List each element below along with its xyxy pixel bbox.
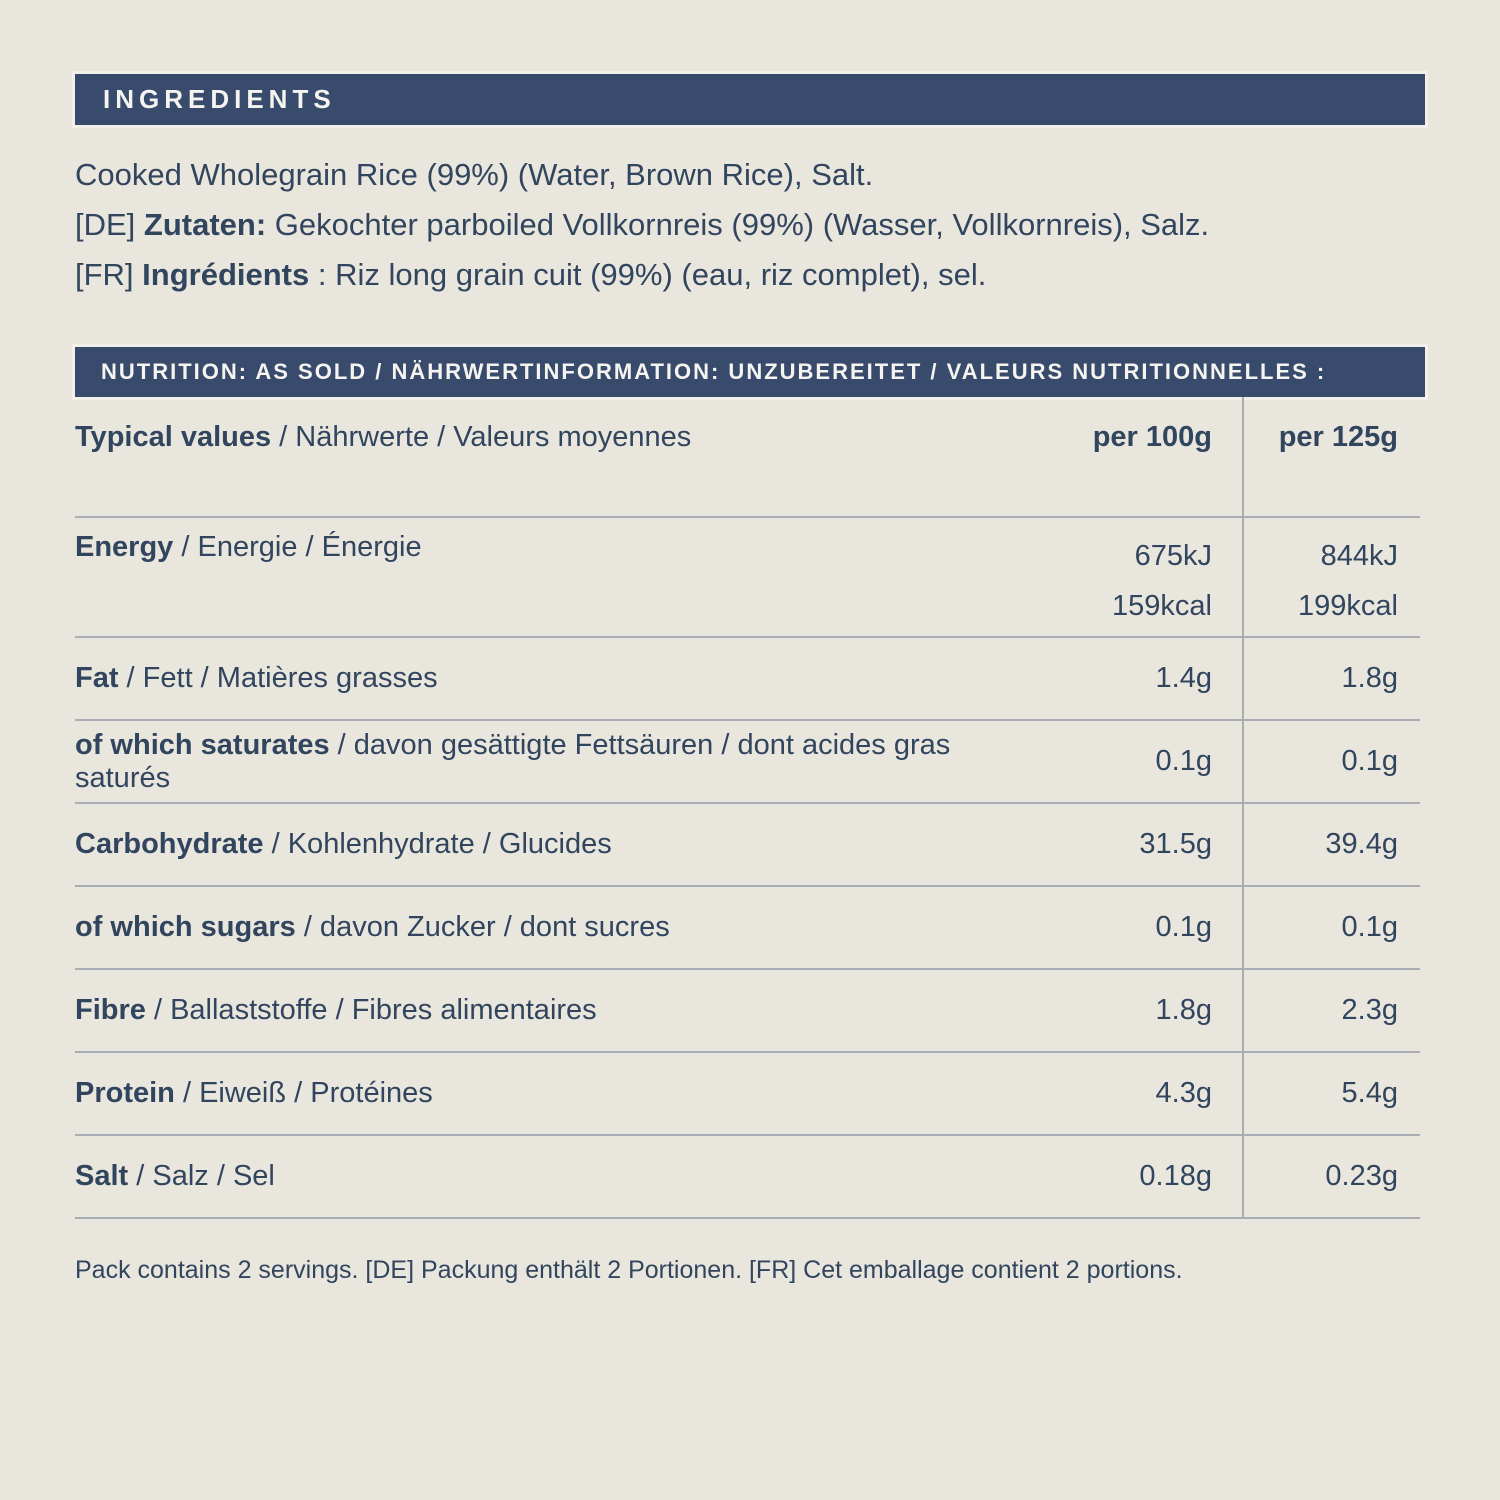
value-per-100g: 1.8g — [1155, 994, 1212, 1026]
table-row-energy — [75, 518, 1420, 638]
value-per-125g: 39.4g — [1242, 804, 1420, 885]
value-per-100g: 0.18g — [1139, 1160, 1212, 1192]
ingredients-header-bar — [75, 74, 1425, 125]
nutrient-label: Carbohydrate / Kohlenhydrate / Glucides — [75, 828, 612, 860]
table-row-saturates — [75, 721, 1420, 804]
nutrient-label: of which saturates / davon gesättigte Fettsäuren / dont acides gras saturés — [75, 728, 951, 794]
table-row-protein — [75, 1053, 1420, 1136]
value-per-100g: 0.1g — [1155, 911, 1212, 943]
ingredients-line-en: Cooked Wholegrain Rice (99%) (Water, Brown Rice), Salt. — [75, 157, 874, 192]
ingredients-line-fr: [FR] Ingrédients : Riz long grain cuit (99%) (eau, riz complet), sel. — [75, 257, 987, 292]
nutrient-label: of which sugars / davon Zucker / dont sucres — [75, 911, 670, 943]
nutrition-header-bar — [75, 347, 1425, 397]
table-row-salt — [75, 1136, 1420, 1219]
header-label: Typical values / Nährwerte / Valeurs moyennes — [75, 421, 692, 453]
value-per-125g: 0.23g — [1242, 1136, 1420, 1217]
value-per-125g: 2.3g — [1242, 970, 1420, 1051]
ingredients-line-de: [DE] Zutaten: Gekochter parboiled Vollkornreis (99%) (Wasser, Vollkornreis), Salz. — [75, 207, 1210, 242]
value-per-125g: 5.4g — [1242, 1053, 1420, 1134]
nutrient-label: Salt / Salz / Sel — [75, 1160, 275, 1192]
value-per-100g: 1.4g — [1155, 662, 1212, 694]
column-header-per-100g: per 100g — [1092, 421, 1212, 453]
table-row-fibre — [75, 970, 1420, 1053]
nutrient-label: Fat / Fett / Matières grasses — [75, 662, 438, 694]
servings-footnote: Pack contains 2 servings. [DE] Packung enthält 2 Portionen. [FR] Cet emballage contient 2 portions. — [75, 1256, 1183, 1284]
value-per-100g: 4.3g — [1155, 1077, 1212, 1109]
nutrient-label: Protein / Eiweiß / Protéines — [75, 1077, 433, 1109]
ingredients-title: INGREDIENTS — [103, 84, 336, 114]
value-per-100g: 31.5g — [1139, 828, 1212, 860]
value-per-125g: 0.1g — [1242, 721, 1420, 802]
nutrition-title: NUTRITION: AS SOLD / NÄHRWERTINFORMATION: UNZUBEREITET / VALEURS NUTRITIONNELLES : — [101, 359, 1327, 384]
nutrient-label: Energy / Energie / Énergie — [75, 531, 422, 563]
column-header-per-125g: per 125g — [1242, 397, 1420, 516]
value-per-125g: 1.8g — [1242, 638, 1420, 719]
value-per-100g: 0.1g — [1155, 745, 1212, 777]
value-per-125g: 0.1g — [1242, 887, 1420, 968]
table-row-sugars — [75, 887, 1420, 970]
nutrient-label: Fibre / Ballaststoffe / Fibres alimentaires — [75, 994, 597, 1026]
table-header-row — [75, 397, 1420, 518]
nutrition-table — [75, 397, 1420, 1219]
ingredients-list — [75, 150, 1425, 300]
table-row-carbohydrate — [75, 804, 1420, 887]
table-row-fat — [75, 638, 1420, 721]
value-per-100g: 675kJ 159kcal — [1112, 540, 1212, 622]
value-per-125g: 844kJ 199kcal — [1242, 518, 1420, 636]
